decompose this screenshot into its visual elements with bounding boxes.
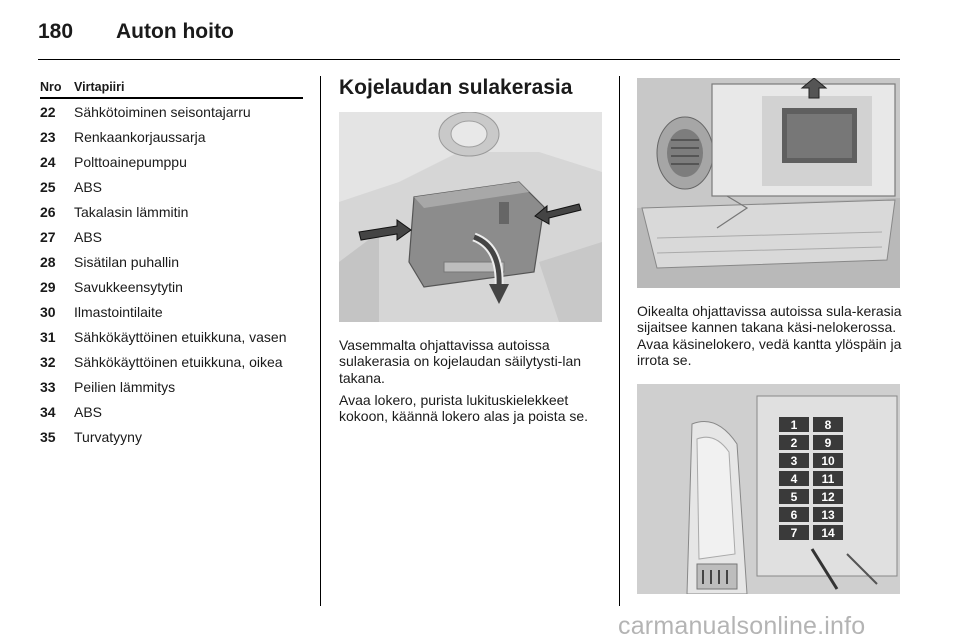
fuse-circuit: Sähkökäyttöinen etuikkuna, vasen xyxy=(74,329,287,345)
fuse-circuit: ABS xyxy=(74,404,103,420)
fuse-slot-label: 2 xyxy=(790,436,798,450)
fuse-table-row xyxy=(40,204,303,220)
fuse-slot-label: 12 xyxy=(821,490,835,504)
fuse-table-row xyxy=(40,154,303,170)
fuse-number: 26 xyxy=(40,204,56,220)
fuse-table-row xyxy=(40,304,303,320)
glovebox-fusebox-illustration xyxy=(339,112,602,322)
fuse-table-header xyxy=(40,80,303,97)
fuse-number: 33 xyxy=(40,379,56,395)
fuse-slot-label: 8 xyxy=(824,418,832,432)
fuse-table-row xyxy=(40,179,303,195)
fuse-number: 32 xyxy=(40,354,56,370)
col-header-circuit: Virtapiiri xyxy=(74,80,125,94)
fuse-number: 34 xyxy=(40,404,56,420)
fuse-circuit: ABS xyxy=(74,229,103,245)
column-divider-left xyxy=(320,76,321,606)
fuse-number: 22 xyxy=(40,104,56,120)
fuse-table-row xyxy=(40,254,303,270)
paragraph-left-hand-drive: Vasemmalta ohjattavissa autoissa sulakerasia on kojelaudan säilytysti-lan takana. xyxy=(339,337,582,386)
fuse-table-row xyxy=(40,379,303,395)
fuse-table-row xyxy=(40,129,303,145)
fuse-slot-label: 6 xyxy=(790,508,798,522)
fuse-table-row xyxy=(40,404,303,420)
fuse-number: 28 xyxy=(40,254,56,270)
fuse-slot-label: 13 xyxy=(821,508,835,522)
fuse-number: 25 xyxy=(40,179,56,195)
paragraph-right-hand-drive: Oikealta ohjattavissa autoissa sula-kerasia sijaitsee kannen takana käsi-nelokerossa. Avaa käsinelokero, vedä kantta ylöspäin ja irrota se. xyxy=(637,303,902,369)
column-divider-right xyxy=(619,76,620,606)
fuse-slot-label: 5 xyxy=(790,490,798,504)
section-title: Kojelaudan sulakerasia xyxy=(339,76,573,99)
fuse-slot-label: 3 xyxy=(790,454,798,468)
fuse-number: 35 xyxy=(40,429,56,445)
fuse-circuit: Sähkötoiminen seisontajarru xyxy=(74,104,251,120)
chapter-title: Auton hoito xyxy=(116,20,234,43)
page-number: 180 xyxy=(38,20,74,43)
fuse-number: 23 xyxy=(40,129,56,145)
fuse-circuit: Ilmastointilaite xyxy=(74,304,163,320)
header-rule xyxy=(38,59,900,60)
fuse-circuit: Peilien lämmitys xyxy=(74,379,176,395)
fuse-circuit: Sähkökäyttöinen etuikkuna, oikea xyxy=(74,354,283,370)
fuse-slot-label: 11 xyxy=(821,472,835,486)
fuse-table-row xyxy=(40,329,303,345)
fuse-slot-label: 10 xyxy=(821,454,835,468)
page-header xyxy=(38,16,900,60)
fuse-slot-label: 7 xyxy=(790,526,798,540)
fuse-slot-label: 1 xyxy=(790,418,798,432)
fuse-table-row xyxy=(40,104,303,120)
fuse-table-body xyxy=(40,104,303,445)
fuse-slot-label: 9 xyxy=(824,436,832,450)
fuse-circuit: Polttoainepumppu xyxy=(74,154,187,170)
fuse-circuit: ABS xyxy=(74,179,103,195)
fuse-table xyxy=(40,80,303,454)
fuse-slot-label: 14 xyxy=(821,526,835,540)
fuse-number: 30 xyxy=(40,304,56,320)
fuse-table-row xyxy=(40,279,303,295)
fuse-slot-label: 4 xyxy=(790,472,798,486)
fuse-panel-diagram xyxy=(637,384,900,594)
watermark: carmanualsonline.info xyxy=(618,612,866,640)
fuse-number: 27 xyxy=(40,229,56,245)
fuse-circuit: Turvatyyny xyxy=(74,429,142,445)
fuse-number: 31 xyxy=(40,329,56,345)
fuse-number: 29 xyxy=(40,279,56,295)
fuse-circuit: Renkaankorjaussarja xyxy=(74,129,206,145)
fuse-table-row xyxy=(40,229,303,245)
fuse-number: 24 xyxy=(40,154,56,170)
right-hand-drive-glovebox-illustration xyxy=(637,78,900,288)
col-header-number: Nro xyxy=(40,80,62,94)
fuse-table-row xyxy=(40,429,303,445)
fuse-circuit: Takalasin lämmitin xyxy=(74,204,189,220)
paragraph-instructions: Avaa lokero, purista lukituskielekkeet kokoon, käännä lokero alas ja poista se. xyxy=(339,392,589,425)
table-header-rule xyxy=(40,97,303,99)
fuse-circuit: Savukkeensytytin xyxy=(74,279,183,295)
fuse-table-row xyxy=(40,354,303,370)
fuse-circuit: Sisätilan puhallin xyxy=(74,254,180,270)
